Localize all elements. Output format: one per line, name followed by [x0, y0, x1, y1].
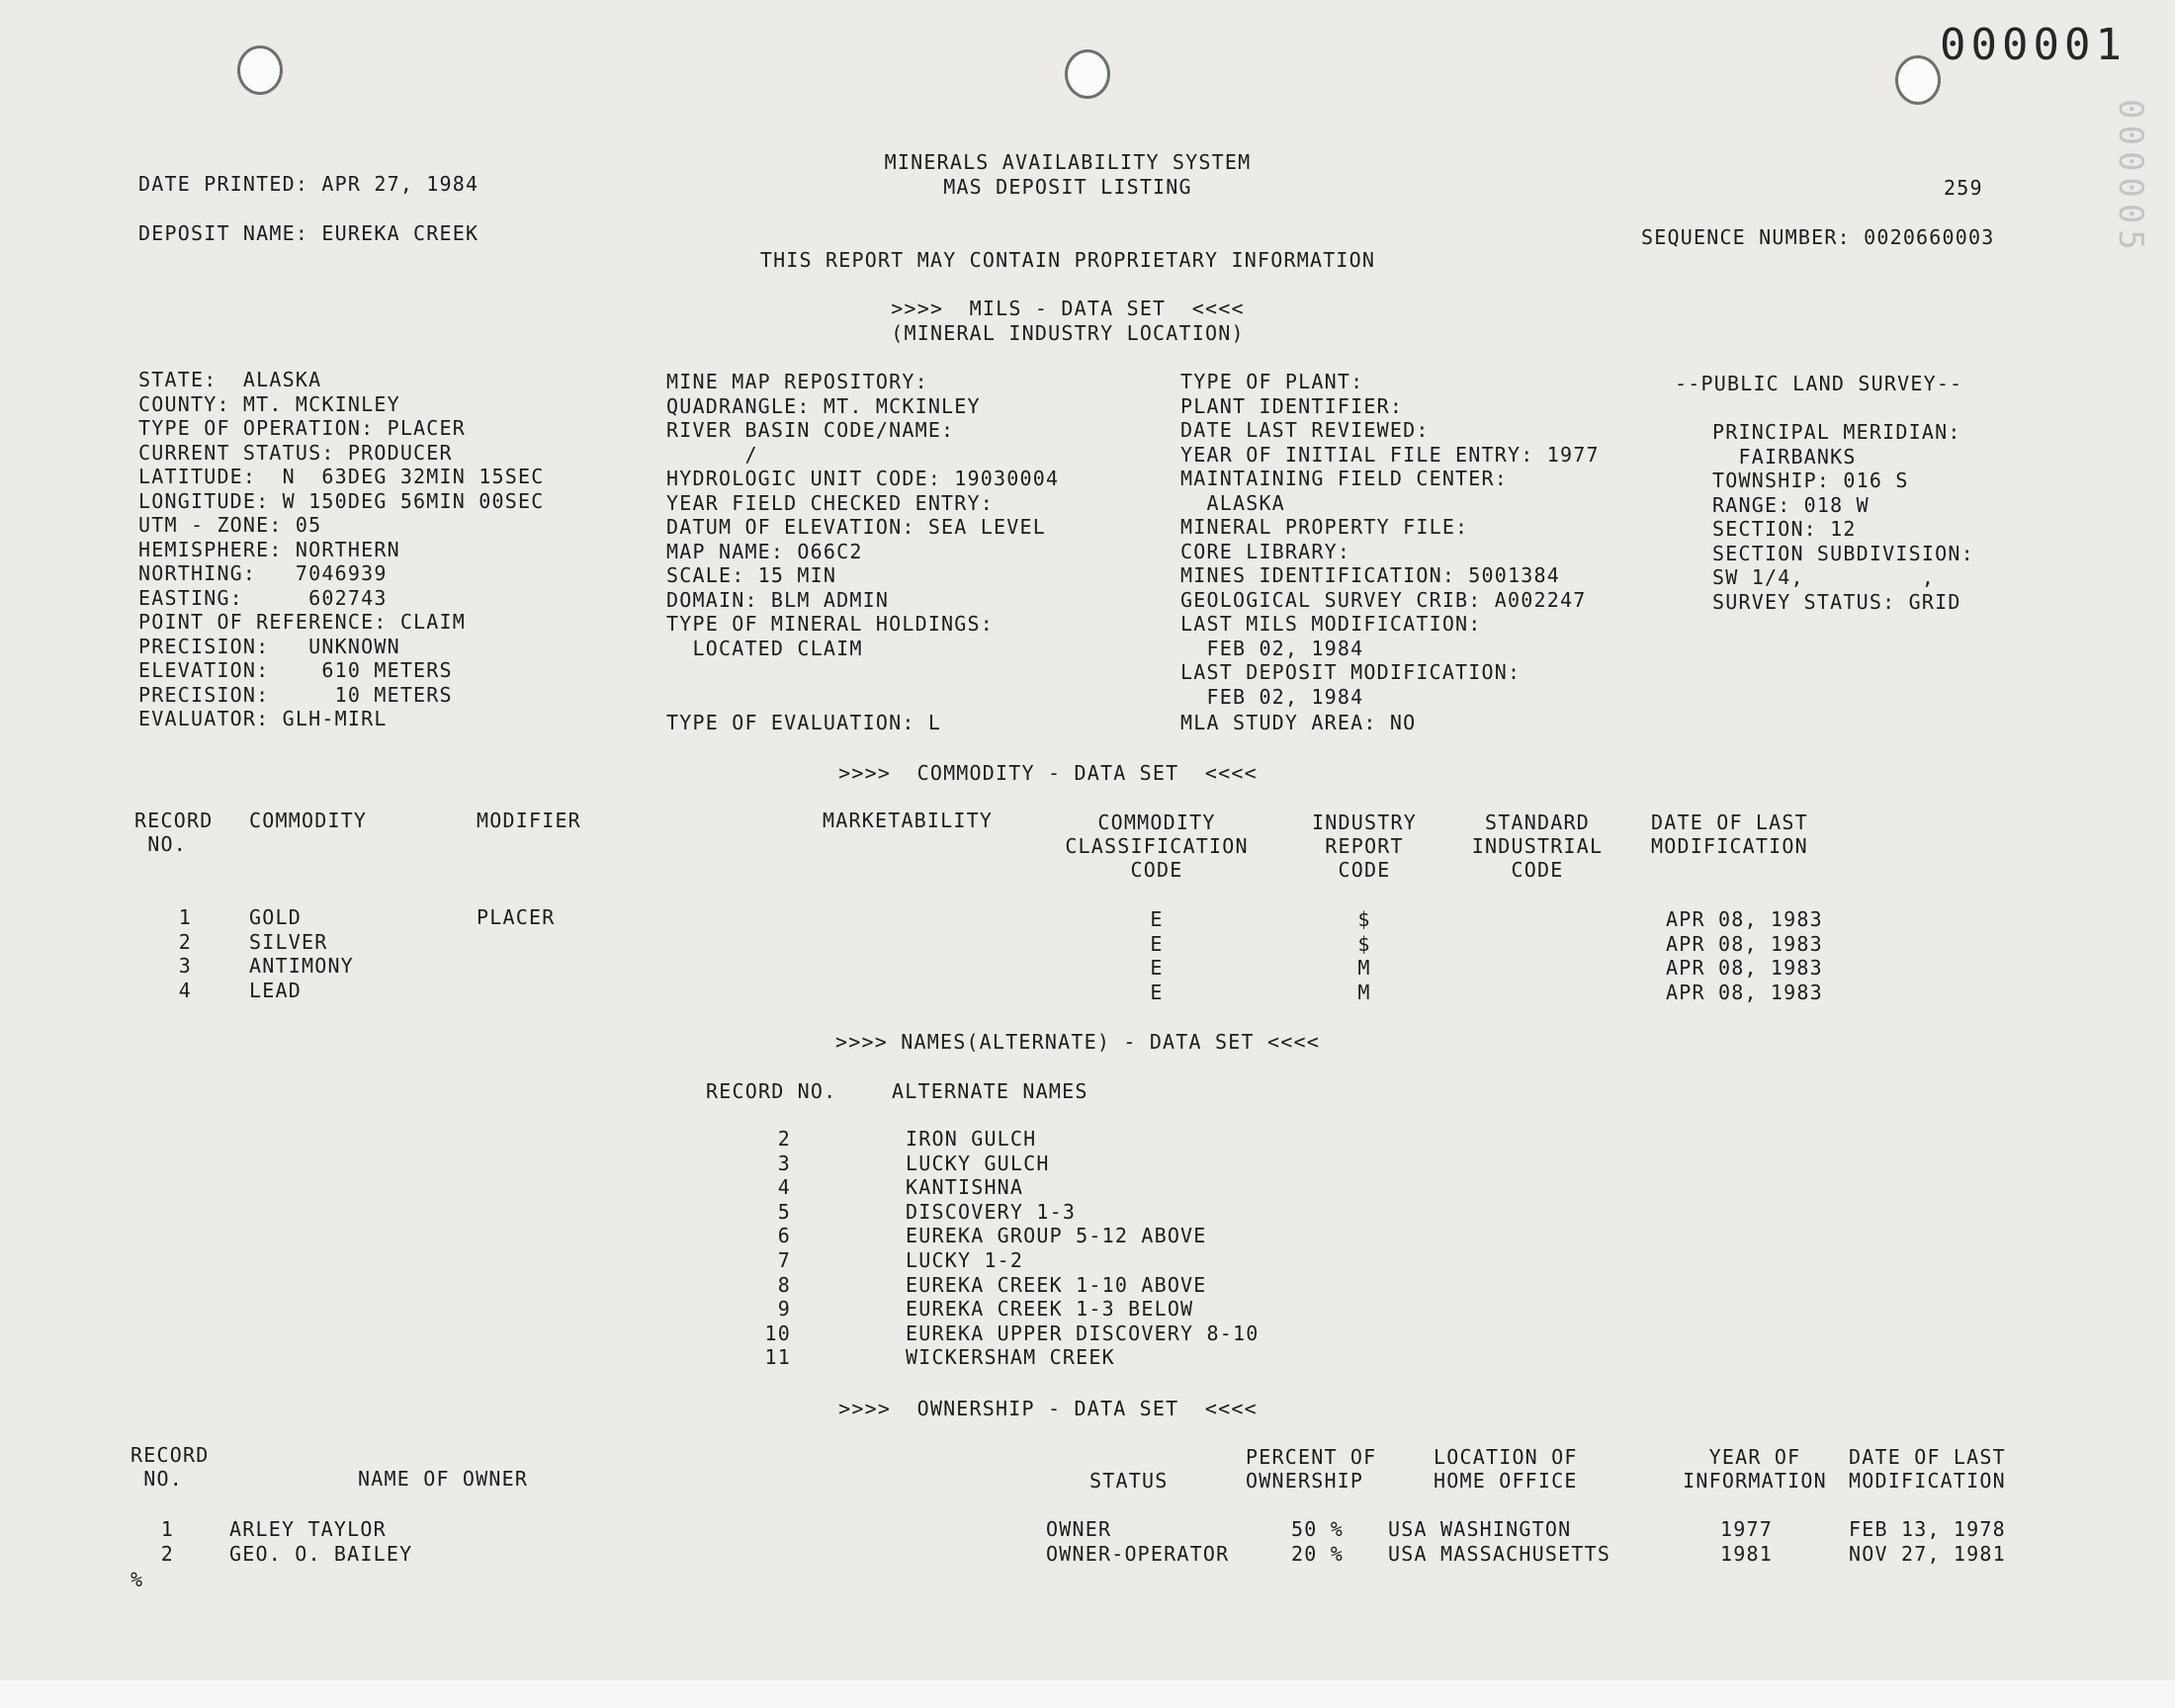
commodity-title: >>>> COMMODITY - DATA SET <<<< [838, 761, 1258, 785]
col-header-commodity: COMMODITY [249, 809, 368, 832]
owner-status: OWNER-OPERATOR [1046, 1541, 1230, 1566]
sequence-number: SEQUENCE NUMBER: 0020660003 [1641, 225, 1995, 249]
record-number: 2 [777, 1127, 791, 1151]
modification-date: APR 08, 1983 [1666, 956, 1823, 980]
industry-code: M [1357, 980, 1371, 1004]
col-header-status: STATUS [1089, 1469, 1169, 1493]
survey-title: --PUBLIC LAND SURVEY-- [1675, 372, 1963, 395]
information-year: 1981 [1720, 1541, 1773, 1566]
col-header-classification: COMMODITY CLASSIFICATION CODE [1065, 811, 1249, 882]
field-line: EASTING: 602743 [138, 585, 388, 610]
field-line: LAST DEPOSIT MODIFICATION: [1180, 660, 1522, 684]
classification-code: E [1150, 931, 1164, 956]
field-line: MINES IDENTIFICATION: 5001384 [1180, 563, 1560, 587]
field-line: FAIRBANKS [1712, 444, 1857, 469]
classification-code: E [1150, 980, 1164, 1004]
industry-code: $ [1357, 907, 1371, 931]
names-header-names: ALTERNATE NAMES [892, 1079, 1088, 1103]
field-line: SECTION SUBDIVISION: [1712, 541, 1974, 565]
listing-title: MAS DEPOSIT LISTING [943, 175, 1192, 199]
field-line: YEAR OF INITIAL FILE ENTRY: 1977 [1180, 442, 1600, 467]
alternate-name: LUCKY GULCH [906, 1151, 1050, 1175]
page-number: 259 [1944, 176, 1983, 200]
field-line: RANGE: 018 W [1712, 492, 1870, 517]
col-header-date: DATE OF LAST MODIFICATION [1849, 1445, 2006, 1493]
field-line: FEB 02, 1984 [1180, 684, 1364, 709]
field-line: DOMAIN: BLM ADMIN [666, 587, 890, 612]
alternate-name: KANTISHNA [906, 1175, 1024, 1200]
alternate-name: EUREKA CREEK 1-3 BELOW [906, 1297, 1194, 1322]
field-line: NORTHING: 7046939 [138, 561, 388, 585]
field-line: PRECISION: 10 METERS [138, 682, 453, 707]
field-line: TYPE OF OPERATION: PLACER [138, 416, 467, 440]
field-line: GEOLOGICAL SURVEY CRIB: A002247 [1180, 587, 1587, 612]
field-line: SURVEY STATUS: GRID [1712, 589, 1961, 614]
commodity-modifier: PLACER [477, 905, 556, 929]
record-number: 10 [764, 1321, 791, 1345]
commodity-name: ANTIMONY [249, 954, 354, 978]
field-line: LAST MILS MODIFICATION: [1180, 612, 1482, 636]
record-number: 6 [777, 1224, 791, 1248]
field-line: LONGITUDE: W 150DEG 56MIN 00SEC [138, 488, 545, 513]
col-header-year: YEAR OF INFORMATION [1683, 1445, 1827, 1493]
field-line: / [666, 442, 758, 467]
field-line: RIVER BASIN CODE/NAME: [666, 418, 955, 442]
record-number: 1 [178, 905, 192, 929]
alternate-name: EUREKA UPPER DISCOVERY 8-10 [906, 1321, 1260, 1345]
record-number: 3 [178, 954, 192, 978]
field-line: PRINCIPAL MERIDIAN: [1712, 420, 1961, 444]
names-title: >>>> NAMES(ALTERNATE) - DATA SET <<<< [835, 1030, 1320, 1054]
owner-name: GEO. O. BAILEY [229, 1541, 413, 1566]
system-title: MINERALS AVAILABILITY SYSTEM [884, 150, 1252, 174]
ownership-title: >>>> OWNERSHIP - DATA SET <<<< [838, 1397, 1258, 1420]
classification-code: E [1150, 907, 1164, 931]
record-number: 1 [160, 1517, 174, 1541]
field-line: MINE MAP REPOSITORY: [666, 370, 928, 393]
ownership-percent: 20 % [1291, 1541, 1344, 1566]
record-number: 4 [777, 1175, 791, 1200]
col-header-percent: PERCENT OF OWNERSHIP [1246, 1445, 1377, 1493]
record-number: 5 [777, 1199, 791, 1224]
record-number: 9 [777, 1297, 791, 1322]
punch-hole-center [1065, 49, 1110, 99]
commodity-name: SILVER [249, 929, 328, 954]
field-line: DATUM OF ELEVATION: SEA LEVEL [666, 515, 1046, 539]
modification-date: APR 08, 1983 [1666, 931, 1823, 956]
proprietary-notice: THIS REPORT MAY CONTAIN PROPRIETARY INFORMATION [759, 248, 1376, 272]
classification-code: E [1150, 956, 1164, 980]
commodity-name: GOLD [249, 905, 302, 929]
record-number: 2 [178, 929, 192, 954]
field-line: CURRENT STATUS: PRODUCER [138, 440, 453, 465]
commodity-name: LEAD [249, 978, 302, 1002]
punch-hole-left [237, 45, 283, 95]
industry-code: $ [1357, 931, 1371, 956]
alternate-name: EUREKA CREEK 1-10 ABOVE [906, 1272, 1207, 1297]
record-number: 11 [764, 1345, 791, 1370]
modification-date: NOV 27, 1981 [1849, 1541, 2006, 1566]
alternate-name: IRON GULCH [906, 1127, 1037, 1151]
home-office: USA WASHINGTON [1388, 1517, 1572, 1541]
col-header-owner-name: NAME OF OWNER [358, 1467, 529, 1491]
field-line: DATE LAST REVIEWED: [1180, 418, 1430, 442]
field-line: MAINTAINING FIELD CENTER: [1180, 467, 1509, 490]
deposit-name: DEPOSIT NAME: EUREKA CREEK [138, 221, 479, 245]
col-header-date: DATE OF LAST MODIFICATION [1651, 811, 1808, 858]
field-line: TOWNSHIP: 016 S [1712, 469, 1909, 492]
field-line: UTM - ZONE: 05 [138, 513, 322, 537]
field-line: MINERAL PROPERTY FILE: [1180, 515, 1469, 539]
field-line: YEAR FIELD CHECKED ENTRY: [666, 490, 995, 515]
field-line: LOCATED CLAIM [666, 636, 863, 660]
home-office: USA MASSACHUSETTS [1388, 1541, 1611, 1566]
field-line: POINT OF REFERENCE: CLAIM [138, 610, 467, 634]
field-line: LATITUDE: N 63DEG 32MIN 15SEC [138, 465, 545, 488]
col-header-location: LOCATION OF HOME OFFICE [1434, 1445, 1578, 1493]
modification-date: FEB 13, 1978 [1849, 1517, 2006, 1541]
modification-date: APR 08, 1983 [1666, 980, 1823, 1004]
record-number: 7 [777, 1248, 791, 1272]
page-bottom-edge [0, 1680, 2175, 1708]
modification-date: APR 08, 1983 [1666, 907, 1823, 931]
field-line: TYPE OF PLANT: [1180, 370, 1364, 393]
record-number: 2 [160, 1541, 174, 1566]
field-line: SCALE: 15 MIN [666, 563, 837, 587]
record-number: 3 [777, 1151, 791, 1175]
owner-name: ARLEY TAYLOR [229, 1517, 387, 1541]
information-year: 1977 [1720, 1517, 1773, 1541]
alternate-name: LUCKY 1-2 [906, 1248, 1024, 1272]
field-line: STATE: ALASKA [138, 368, 322, 391]
field-line: QUADRANGLE: MT. MCKINLEY [666, 393, 981, 418]
owner-status: OWNER [1046, 1517, 1112, 1541]
alternate-name: WICKERSHAM CREEK [906, 1345, 1115, 1370]
field-line: FEB 02, 1984 [1180, 636, 1364, 660]
field-line: EVALUATOR: GLH-MIRL [138, 707, 388, 730]
field-line: TYPE OF MINERAL HOLDINGS: [666, 612, 995, 636]
names-header-record: RECORD NO. [706, 1079, 837, 1103]
field-line: HEMISPHERE: NORTHERN [138, 537, 400, 561]
col-header-modifier: MODIFIER [477, 809, 581, 832]
col-header-sic: STANDARD INDUSTRIAL CODE [1471, 811, 1604, 882]
record-number: 4 [178, 978, 192, 1002]
field-line: TYPE OF EVALUATION: L [666, 711, 942, 734]
col-header-record: RECORD NO. [130, 1443, 210, 1491]
end-of-listing-mark: % [130, 1568, 144, 1591]
alternate-name: EUREKA GROUP 5-12 ABOVE [906, 1224, 1207, 1248]
ownership-percent: 50 % [1291, 1517, 1344, 1541]
field-line: CORE LIBRARY: [1180, 539, 1351, 563]
record-number: 8 [777, 1272, 791, 1297]
punch-hole-right [1895, 55, 1941, 105]
date-printed: DATE PRINTED: APR 27, 1984 [138, 172, 479, 196]
field-line: SW 1/4, , [1712, 565, 1936, 589]
edge-page-stamp: 000005 [2111, 99, 2150, 256]
col-header-marketability: MARKETABILITY [823, 809, 994, 832]
field-line: COUNTY: MT. MCKINLEY [138, 391, 400, 416]
field-line: MAP NAME: O66C2 [666, 539, 863, 563]
field-line: HYDROLOGIC UNIT CODE: 19030004 [666, 467, 1060, 490]
mils-subtitle: (MINERAL INDUSTRY LOCATION) [891, 321, 1245, 345]
col-header-record: RECORD NO. [134, 809, 214, 856]
field-line: PLANT IDENTIFIER: [1180, 393, 1404, 418]
field-line: PRECISION: UNKNOWN [138, 634, 400, 658]
alternate-name: DISCOVERY 1-3 [906, 1199, 1077, 1224]
document-id-stamp: 000001 [1940, 20, 2127, 70]
field-line: SECTION: 12 [1712, 517, 1857, 541]
mils-title: >>>> MILS - DATA SET <<<< [891, 297, 1245, 320]
field-line: ELEVATION: 610 METERS [138, 658, 453, 682]
industry-code: M [1357, 956, 1371, 980]
col-header-industry: INDUSTRY REPORT CODE [1312, 811, 1417, 882]
field-line: MLA STUDY AREA: NO [1180, 711, 1417, 734]
field-line: ALASKA [1180, 490, 1285, 515]
